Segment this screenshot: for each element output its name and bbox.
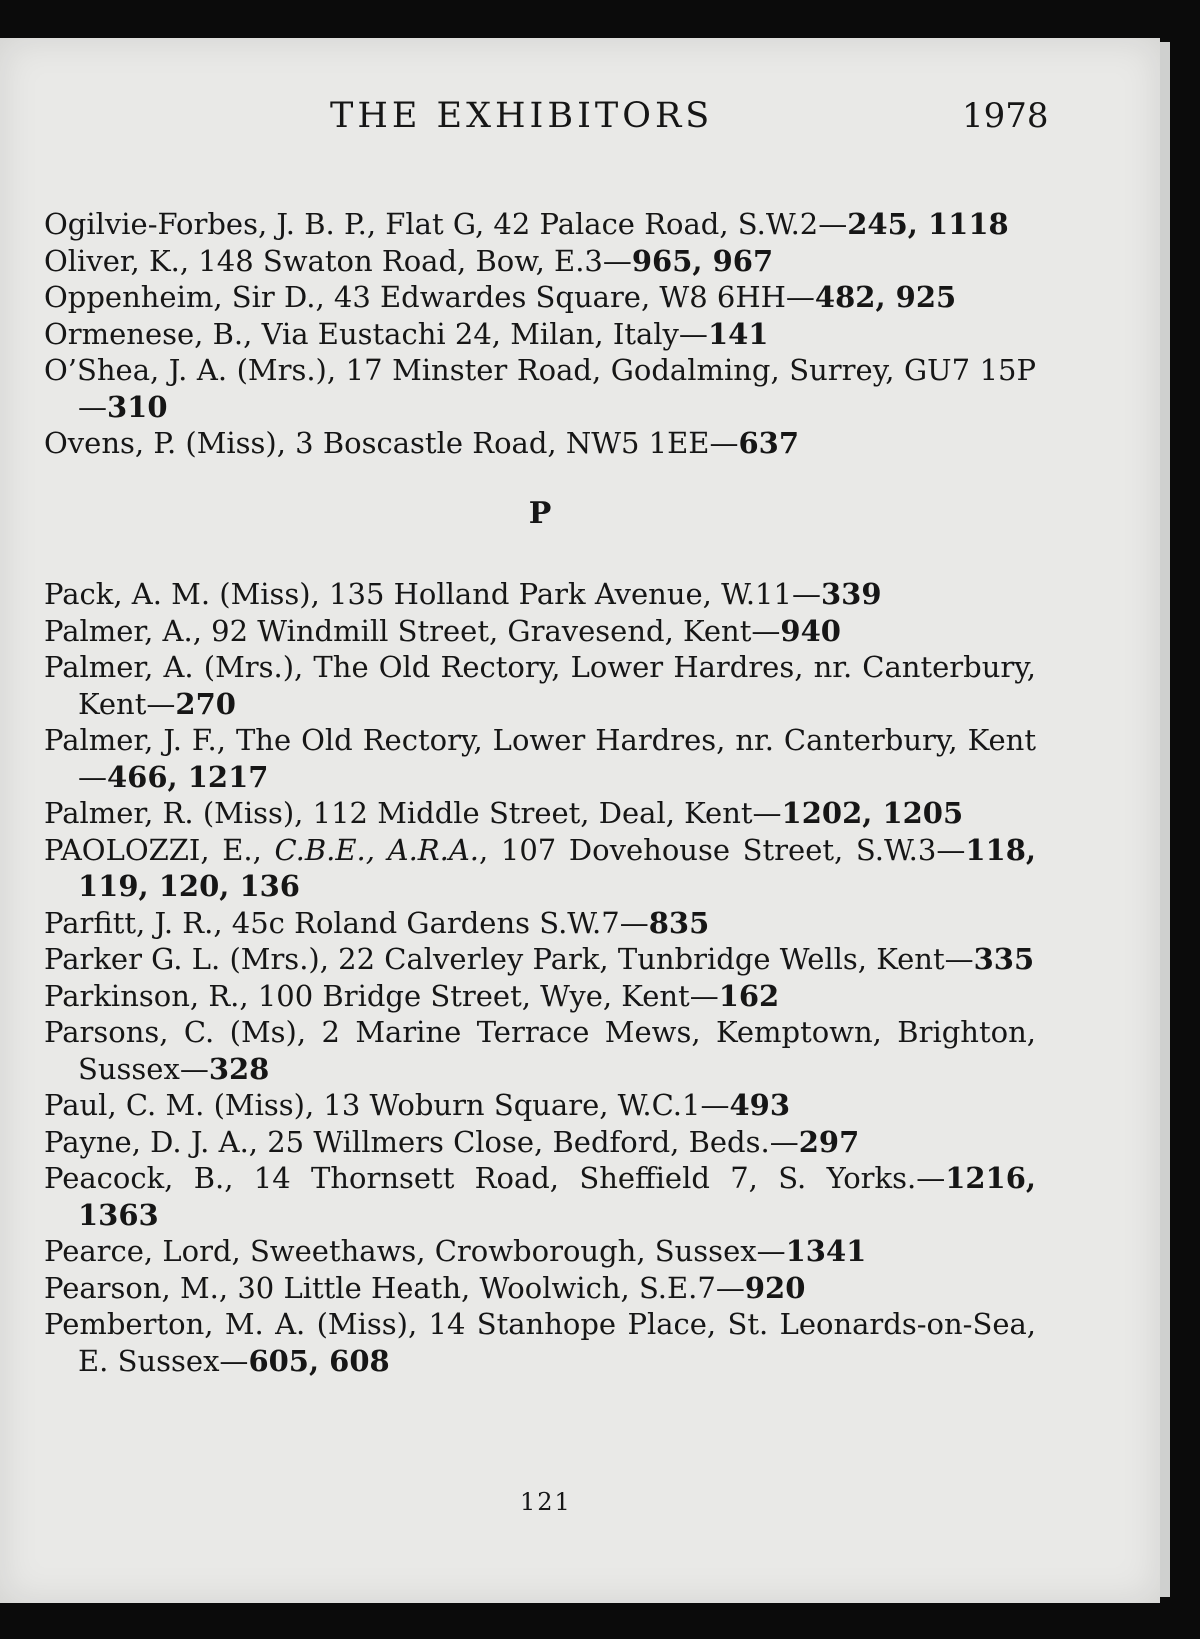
- exhibitor-entry: Payne, D. J. A., 25 Willmers Close, Bedford, Beds.—297: [44, 1124, 860, 1159]
- catalogue-numbers: 339: [820, 577, 882, 611]
- exhibitor-entry-paolozzi: PAOLOZZI, E., C.B.E., A.R.A., 107 Dovehouse Street, S.W.3—118, 119, 120, 136: [44, 832, 1036, 903]
- exhibitor-entry: Peacock, B., 14 Thornsett Road, Sheffield 7, S. Yorks.—1216, 1363: [44, 1161, 1036, 1232]
- exhibitor-entry: O’Shea, J. A. (Mrs.), 17 Minster Road, Godalming, Surrey, GU7 15P—310: [44, 353, 1036, 424]
- exhibitor-list: [44, 206, 1036, 1379]
- exhibitor-entry: Parker G. L. (Mrs.), 22 Calverley Park, Tunbridge Wells, Kent—335: [44, 942, 1035, 976]
- catalogue-numbers: 162: [718, 978, 780, 1013]
- catalogue-numbers: 141: [707, 316, 769, 351]
- exhibitor-entry: Paul, C. M. (Miss), 13 Woburn Square, W.C.1—493: [44, 1088, 791, 1122]
- catalogue-numbers: 1341: [785, 1234, 867, 1268]
- exhibitor-entry: Palmer, R. (Miss), 112 Middle Street, Deal, Kent—1202, 1205: [44, 796, 964, 830]
- exhibitor-entry: Palmer, J. F., The Old Rectory, Lower Hardres, nr. Canterbury, Kent—466, 1217: [44, 723, 1036, 794]
- catalogue-numbers: 310: [107, 389, 168, 424]
- exhibitor-entry: Pemberton, M. A. (Miss), 14 Stanhope Place, St. Leonards-on-Sea, E. Sussex—605, 608: [44, 1307, 1036, 1378]
- exhibitor-entry: Parfitt, J. R., 45c Roland Gardens S.W.7—835: [44, 905, 710, 940]
- catalogue-numbers: 297: [798, 1124, 860, 1159]
- exhibitor-entry: Ormenese, B., Via Eustachi 24, Milan, Italy—141: [44, 316, 769, 351]
- exhibitor-entry: Pack, A. M. (Miss), 135 Holland Park Avenue, W.11—339: [44, 577, 882, 611]
- exhibitor-entry: Ovens, P. (Miss), 3 Boscastle Road, NW5 1EE—637: [44, 426, 800, 460]
- exhibitor-entry: Oliver, K., 148 Swaton Road, Bow, E.3—965, 967: [44, 243, 774, 278]
- catalogue-numbers: 328: [208, 1051, 270, 1086]
- catalogue-numbers: 493: [729, 1088, 791, 1122]
- exhibitor-entry: Pearce, Lord, Sweethaws, Crowborough, Sussex—1341: [44, 1234, 867, 1268]
- catalogue-numbers: 965, 967: [631, 243, 774, 278]
- exhibitor-entry: Palmer, A. (Mrs.), The Old Rectory, Lower Hardres, nr. Canterbury, Kent—270: [44, 650, 1036, 721]
- exhibitor-entry: Parsons, C. (Ms), 2 Marine Terrace Mews, Kemptown, Brighton, Sussex—328: [44, 1015, 1036, 1086]
- catalogue-numbers: 605, 608: [248, 1343, 390, 1378]
- catalogue-numbers: 835: [648, 905, 710, 940]
- catalogue-numbers: 940: [780, 613, 841, 648]
- catalogue-numbers: 637: [738, 426, 800, 460]
- page-edge: [1160, 42, 1170, 1597]
- catalogue-numbers: 335: [973, 942, 1035, 976]
- catalogue-numbers: 482, 925: [814, 280, 957, 314]
- exhibitor-entry: Palmer, A., 92 Windmill Street, Gravesend, Kent—940: [44, 613, 841, 648]
- running-head-year: 1978: [962, 96, 1049, 136]
- catalogue-numbers: 920: [744, 1270, 806, 1305]
- exhibitor-entry: Parkinson, R., 100 Bridge Street, Wye, Kent—162: [44, 978, 780, 1013]
- catalogue-numbers: 245, 1118: [847, 207, 1009, 241]
- honours-titles: C.B.E., A.R.A.: [274, 832, 480, 867]
- exhibitor-entry: Ogilvie-Forbes, J. B. P., Flat G, 42 Palace Road, S.W.2—245, 1118: [44, 207, 1009, 241]
- catalogue-numbers: 270: [175, 686, 236, 721]
- page-number: 121: [520, 1488, 572, 1516]
- catalogue-numbers: 118, 119, 120, 136: [78, 832, 1036, 903]
- running-head-title: THE EXHIBITORS: [330, 96, 714, 136]
- catalogue-numbers: 1216, 1363: [78, 1161, 1036, 1232]
- exhibitor-entry: Pearson, M., 30 Little Heath, Woolwich, S.E.7—920: [44, 1270, 806, 1305]
- catalogue-numbers: 466, 1217: [107, 759, 269, 794]
- section-letter-heading: P: [528, 495, 552, 531]
- exhibitor-entry: Oppenheim, Sir D., 43 Edwardes Square, W8 6HH—482, 925: [44, 280, 957, 314]
- catalogue-numbers: 1202, 1205: [781, 796, 964, 830]
